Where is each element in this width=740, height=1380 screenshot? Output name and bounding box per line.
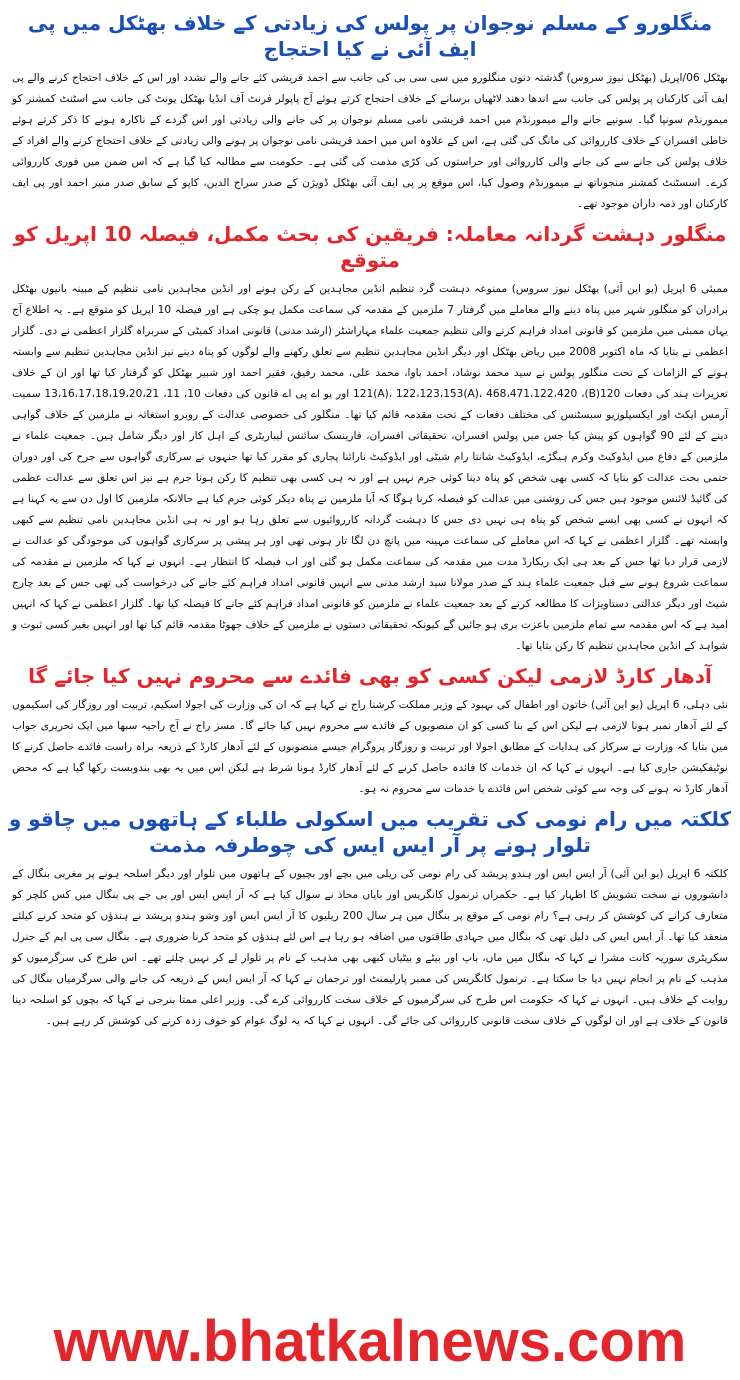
article-headline-2: منگلور دہشت گردانہ معاملہ: فریقین کی بحث مکمل، فیصلہ 10 اپریل کو متوقع [13,222,727,272]
article-body-3: نئی دہلی، 6 اپریل (یو این آئی) خاتون اور اطفال کی بہبود کے وزیر مملکت کرشنا راج نے کہا ہے کہ ان کی وزارت کی اجولا اسکیم، تربیت اور روزگار کی اسکیموں کے لئے آدھار نمبر ہونا لازمی ہے لیکن اس کے بنا کسی کو ان منصوبوں کے فائدے سے محروم نہیں کیا جائے گا۔ مسز راج نے آج راجیہ سبھا میں ایک تحریری جواب میں بتایا کہ وزارت نے سرکار کی ہدایات کے مطابق اجولا اور تربیت و روزگار پروگرام جیسے منصوبوں کے لئے آدھار کارڈ کے ذریعہ براہ راست فائدے حاصل کرنے کا نوٹیفکیشن جاری کیا ہے۔ انہوں نے کہا کہ ان خدمات کا فائدہ حاصل کرنے کے لئے آدھار کارڈ ہونا شرط ہے لیکن اس میں یہ بھی بندوبست رکھا گیا ہے کہ محض آدھار کارڈ نہ ہونے کی وجہ سے کوئی شخص اس فائدے یا خدمات سے محروم نہ ہو۔ [12,699,728,795]
article-headline-4: کلکتہ میں رام نومی کی تقریب میں اسکولی طلباء کے ہاتھوں میں چاقو و تلوار ہونے پر آر ایس ایس کی چوطرفہ مذمت [8,807,732,857]
article-headline-1: منگلورو کے مسلم نوجوان پر پولس کی زیادتی کے خلاف بھٹکل میں پی ایف آئی نے کیا احتجاج [27,11,713,61]
article-headline-3: آدھار کارڈ لازمی لیکن کسی کو بھی فائدے سے محروم نہیں کیا جائے گا [28,664,712,688]
article-body-4: کلکتہ 6 اپریل (یو این آئی) آر ایس ایس اور ہندو پریشد کی رام نومی کی ریلی میں بچے اور بچیوں کے ہاتھوں میں تلوار اور دیگر اسلحہ ہونے پر مغربی بنگال کے دانشوروں نے سخت تشویش کا اظہار کیا ہے۔ حکمراں ترنمول کانگریس اور بایاں محاذ نے سوال کیا ہے کہ آر ایس ایس اور بی جے پی بنگال میں کس کلچر کو متعارف کرانے کی کوشش کر رہی ہے؟ رام نومی کے موقع پر بنگال میں ہر سال 200 ریلیوں کا آر ایس ایس اور وشو ہندو پریشد نے ہندؤں کو متحد کرنے کیلئے منعقد کیا تھا۔ آر ایس ایس کی دلیل تھی کہ بنگال میں جہادی طاقتوں میں اضافہ ہو رہا ہے اس لئے ہندؤں کو متحد کرنا ضروری ہے۔ بنگال سی پی ایم کے جنرل سکریٹری سوریہ کانت مشرا نے کہا کہ بنگال میں ماں، باپ اور بیٹے و بیٹیاں کبھی بھی مذہب کے نام پر تلوار لے کر نہیں چلتے تھے۔ اس طرح کی سرگرمیوں کو مذہب کے نام پر انجام نہیں دیا جا سکتا ہے۔ ترنمول کانگریس کی ممبر پارلیمنٹ اور ترجمان نے کہا کہ آر ایس ایس کے ذریعہ کی جانے والی سرگرمیاں بنگال کی روایت کے خلاف ہیں۔ انہوں نے کہا کہ حکومت اس طرح کی سرگرمیوں کے خلاف سخت کارروائی کرے گی۔ وزیر اعلی ممتا بنرجی نے کہا کہ بچوں کو اسلحہ دینا قانون کے خلاف ہے اور ان لوگوں کے خلاف سخت قانونی کارروائی کی جائے گی۔ انہوں نے کہا کہ یہ لوگ عوام کو خوف زدہ کرنے کی کوشش کر رہے ہیں۔ [12,868,728,1027]
article-body-2: ممبئی 6 اپریل (یو این آئی) بھٹکل نیوز سروس) ممنوعہ دہشت گرد تنظیم انڈین مجاہدین کے رکن ہونے اور انڈین مجاہدین نامی تنظیم کے مبینہ بانیوں بھٹکل برادران کو منگلور شہر میں پناہ دینے والے معاملے میں گرفتار 7 ملزمین کے مقدمہ کی سماعت مکمل ہو چکی ہے اور فیصلہ 10 اپریل کو متوقع ہے۔ یہ اطلاع آج یہاں ممبئی میں ملزمین کو قانونی امداد فراہم کرنے والی تنظیم جمعیت علماء مہاراشٹر (ارشد مدنی) قانونی امداد کمیٹی کے سربراہ گلزار اعظمی نے دی۔ گلزار اعظمی نے بتایا کہ ماہ اکتوبر 2008 میں ریاض بھٹکل اور دیگر انڈین مجاہدین تنظیم سے تعلق رکھنے والے لوگوں کو پناہ دینے نیز انڈین مجاہدین تنظیم سے وابستہ ہونے کے الزامات کے تحت منگلور پولس نے سید محمد نوشاد، احمد باوا، محمد علی، محمد رفیق، فقیر احمد اور شبیر بھٹکل کو گرفتار کیا تھا اور ان کے خلاف تعزیرات ہند کی دفعات 120(B)، 121(A)، 122،123،153(A)، 468،471،122،420 اور یو اے پی اے قانون کی دفعات 10، 11، 13،16،17،18،19،20،21 سمیت آرمس ایکٹ اور ایکسپلوزیو سبسٹنس کی مختلف دفعات کے تحت مقدمہ قائم کیا تھا۔ منگلور کی خصوصی عدالت کے روبرو استغاثہ نے ملزمین کے خلاف گواہی دینے کے لئے 90 گواہوں کو پیش کیا جس میں پولس افسران، تحقیقاتی افسران، فارینسک سائنس لیباریٹری کے اہل کار اور دیگر شامل ہیں۔ جمعیت علماء نے ملزمین کے دفاع میں ایڈوکیٹ وکرم ہیگڑے، ایڈوکیٹ شانتا رام شیٹی اور ایڈوکیٹ نارائنا پجاری کو مقرر کیا تھا جنہوں نے سرکاری گواہوں سے جرح کی اور دوران حتمی بحث عدالت کو بتایا کہ کسی بھی شخص کو پناہ دینا کوئی جرم نہیں ہے اور نہ ہی کسی بھی تنظیم کا رکن ہونا جرم ہے نیز اس تعلق سے عدالت عظمی کی گائیڈ لائنس موجود ہیں جس کی روشنی میں عدالت کو فیصلہ کرنا ہوگا کہ آیا ملزمین نے پناہ دیکر کوئی جرم کیا ہے حالانکہ ملزمین کا اول دن سے یہ کہنا ہے کہ انہوں نے کسی بھی ایسے شخص کو پناہ ہی نہیں دی جس کا دہشت گردانہ کارروائیوں سے تعلق رہا ہو اور نہ ہی انڈین مجاہدین نامی تنظیم سے کبھی وابستہ تھے۔ گلزار اعظمی نے کہا کہ اس معاملے کی سماعت مہینہ میں پانچ دن لگا تار ہوتی تھی اور ہر پیشی پر سرکاری گواہوں کی موجودگی کو عدالت نے لازمی قرار دیا تھا جس کے بعد ہی ایک ریکارڈ مدت میں مقدمہ کی سماعت مکمل ہو گئی اور اب فیصلہ کا انتظار ہے۔ انہوں نے کہا کہ ملزمین نے مقدمہ کی سماعت شروع ہونے سے قبل جمعیت علماء ہند کے صدر مولانا سید ارشد مدنی سے انہیں قانونی امداد فراہم کئے جانے کی درخواست کی تھی جس کے بعد چارج شیٹ اور دیگر عدالتی دستاویزات کا مطالعہ کرنے کے بعد جمعیت علماء نے ملزمین کو قانونی امداد فراہم کئے جانے کا فیصلہ کیا تھا۔ گلزار اعظمی نے کہا کہ انہیں امید ہے کہ اس مقدمہ سے تمام ملزمین باعزت بری ہو جائیں گے کیونکہ تحقیقاتی دستوں نے ملزمین کے خلاف جھوٹا مقدمہ قائم کیا تھا اور انہیں بغیر کسی ثبوت و شواہد کے انڈین مجاہدین تنظیم کا رکن بتایا تھا۔ [12,283,729,652]
article-body-1: بھٹکل 06/اپریل (بھٹکل نیوز سروس) گذشتہ دنوں منگلورو میں سی سی بی کی جانب سے احمد قریشی کئے جانے والے تشدد اور اس کے خلاف احتجاج کرنے والے پی ایف آئی کارکنان پر پولس کی جانب سے اندھا دھند لاٹھیاں برسانے کے خلاف احتجاج کرتے ہوئے آج پاپولر فرنٹ آف انڈیا بھٹکل یونٹ کی جانب سے اسٹنٹ کمشنر کو میمورنڈم سونپا گیا۔ سونپے جانے والے میمورنڈم میں احمد قریشی نامی مسلم نوجوان پر کی جانے والی زیادتی اور اس گردے کے ناکارہ ہونے کا ذکر کرتے ہوئے خاطی افسران کے خلاف کارروائی کی مانگ کی گئی ہے، اس کے علاوہ اس میں احمد قریشی نامی نوجوان پر ہونے والی زیادتی کے خلاف احتجاج کرنے والے افراد کے خلاف پولس کی جانے سے کی جانے والی کارروائی اور حراستوں کی کڑی مذمت کی گئی ہے۔ حکومت سے مطالبہ کیا گیا ہے کہ اس ضمن میں فوری کارروائی کرے۔ اسسٹنٹ کمشنر منجوناتھ نے میمورنڈم وصول کیا، اس موقع پر پی ایف آئی بھٹکل ڈویژن کے صدر سراج الدین، کاپو کے سابق صدر منیر احمد اور پی ایف کارکنان اور ذمہ داران موجود تھے۔ [12,72,728,210]
website-footer-logo: www.bhatkalnews.com [53,1309,687,1374]
